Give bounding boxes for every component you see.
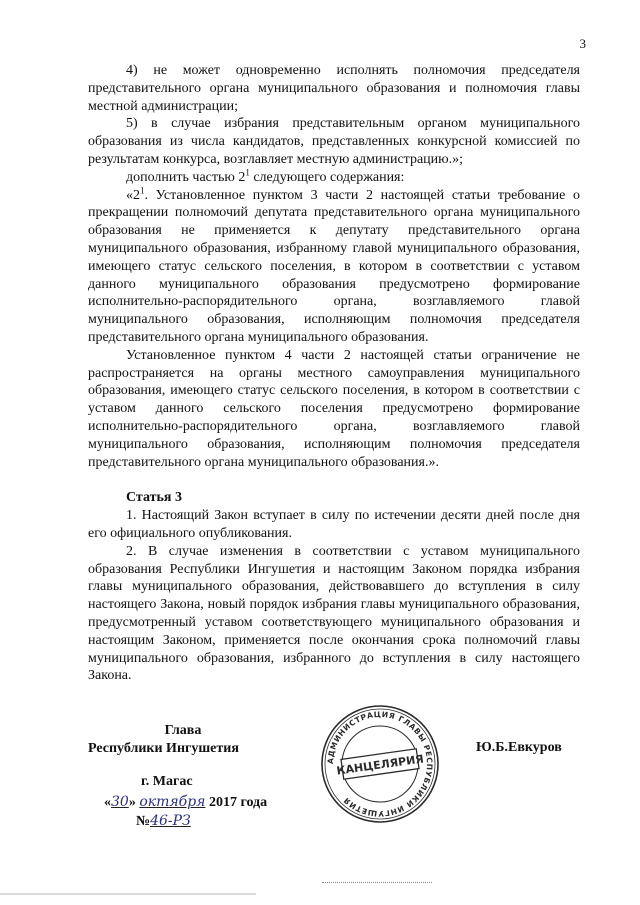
signing-date <box>104 794 267 811</box>
law-number <box>136 813 191 830</box>
document-body <box>88 62 580 685</box>
signer-name: Ю.Б.Евкуров <box>476 740 562 755</box>
seal-center-text: КАНЦЕЛЯРИЯ <box>335 752 425 778</box>
date-day-handwritten: 30 <box>111 794 129 810</box>
page-number: 3 <box>579 36 586 51</box>
official-seal <box>318 702 442 826</box>
scan-edge-artifact <box>0 893 640 895</box>
number-value-handwritten: 46-РЗ <box>150 813 191 829</box>
scan-dotted-line <box>322 882 432 883</box>
paragraph-item-4: 4) не может одновременно исполнять полномочия председателя представительного органа муниципального образования и полномочия главы местной администрации; <box>88 63 580 114</box>
place-of-signing: г. Магас <box>141 774 193 789</box>
supplement-superscript: 1 <box>245 167 250 178</box>
supplement-text-end: следующего содержания: <box>249 169 405 185</box>
date-year: 2017 года <box>208 795 268 810</box>
article-3-paragraph-2: 2. В случае изменения в соответствии с уставом муниципального образования Республики Ингушетия и настоящим Законом порядка избрания главы муниципального образования, действовавшего до вступления в силу настоящего Закона, новый порядок избрания главы муниципального образования, предусмотренный уставом соответствующего муниципального образования и настоящим Законом, применяется после окончания срока полномочий главы муниципального образования, избранного до вступления в силу настоящего Закона. <box>88 543 580 684</box>
part-2-1-text: . Установленное пунктом 3 части 2 настоящей статьи требование о прекращении полномочий депутата представительного органа муниципального образования не применяется к депутату представительного органа муниципального образования, избранному главой муниципального образования, имеющего статус сельского поселения, в котором в соответствии с уставом данного муниципального образования предусмотрено формирование исполнительно-распорядительного органа, возглавляемого главой муниципального образования, исполняющим полномочия председателя представительного органа муниципального образования. <box>88 187 580 345</box>
supplement-text-start: дополнить частью 2 <box>126 169 246 185</box>
paragraph-part-2-1-second: Установленное пунктом 4 части 2 настоящей статьи ограничение не распространяется на органы местного самоуправления муниципального образования, имеющего статус сельского поселения, в котором в соответствии с уставом данного сельского поселения предусмотрено формирование исполнительно-распорядительного органа, возглавляемого главой муниципального образования, исполняющим полномочия председателя представительного органа муниципального образования.». <box>88 347 580 470</box>
date-month-handwritten: октября <box>139 794 206 810</box>
paragraph-item-5: 5) в случае избрания представительным органом муниципального образования из числа кандидатов, представленных конкурсной комиссией по результатам конкурса, возглавляет местную администрацию.»; <box>88 116 580 167</box>
number-label: № <box>136 814 151 829</box>
part-2-1-superscript: 1 <box>140 184 145 195</box>
paragraph-supplement <box>88 169 580 187</box>
signature-title <box>88 722 278 758</box>
date-open-quote: « <box>104 795 111 810</box>
article-3-paragraph-1: 1. Настоящий Закон вступает в силу по истечении десяти дней после дня его официального опубликования. <box>88 508 580 541</box>
signature-title-line-2: Республики Ингушетия <box>88 741 239 756</box>
seal-ring-text: АДМИНИСТРАЦИЯ ГЛАВЫ РЕСПУБЛИКИ ИНГУШЕТИЯ <box>325 709 435 819</box>
signature-title-line-1: Глава <box>164 723 202 738</box>
part-2-1-prefix: «2 <box>126 187 140 203</box>
date-close-quote: » <box>128 795 136 810</box>
article-3-title: Статья 3 <box>126 490 182 506</box>
paragraph-part-2-1 <box>88 184 580 347</box>
